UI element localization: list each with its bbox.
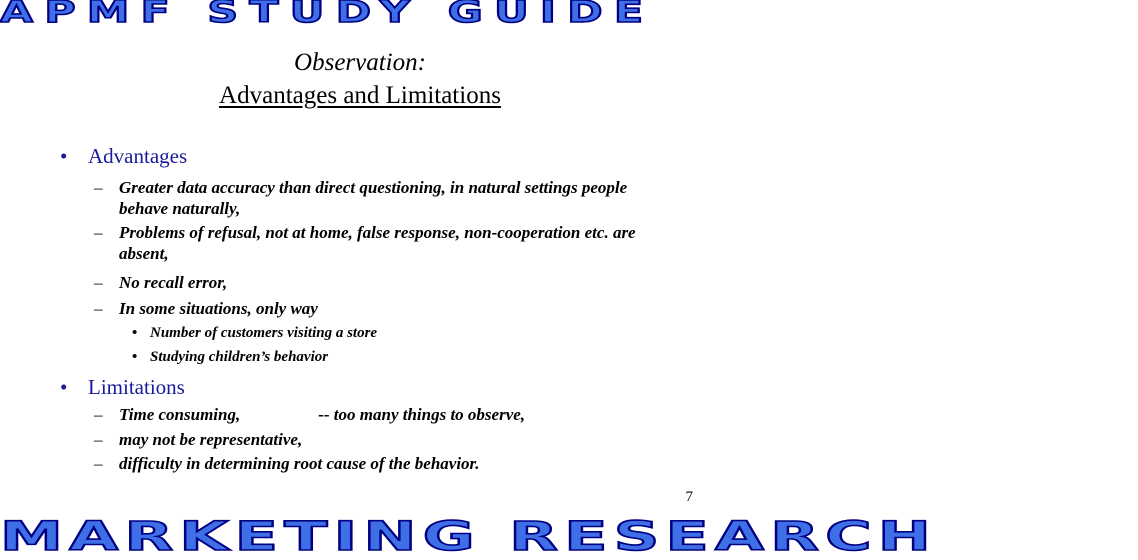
dash-marker: – bbox=[94, 223, 103, 242]
example-item bbox=[132, 323, 377, 343]
limitation-item-text-continued: -- too many things to observe, bbox=[318, 405, 526, 424]
advantages-heading bbox=[60, 144, 187, 169]
advantage-item bbox=[94, 272, 674, 293]
limitation-item bbox=[94, 453, 674, 474]
bullet-marker: • bbox=[60, 375, 68, 399]
advantage-item-text: Problems of refusal, not at home, false response, non-cooperation etc. are absent, bbox=[119, 223, 636, 263]
bullet-marker: • bbox=[132, 325, 138, 341]
limitation-item bbox=[94, 404, 674, 425]
limitations-heading bbox=[60, 375, 185, 400]
limitations-heading-text: Limitations bbox=[88, 375, 185, 399]
limitation-item bbox=[94, 429, 674, 450]
advantage-item-text: No recall error, bbox=[119, 273, 228, 292]
page-number: 7 bbox=[685, 489, 693, 505]
banner-bottom: MARKETING RESEARCH bbox=[0, 514, 938, 560]
advantage-item-text: Greater data accuracy than direct questioning, in natural settings people behave naturally, bbox=[119, 178, 628, 218]
advantage-item bbox=[94, 177, 674, 219]
limitation-item-text: difficulty in determining root cause of the behavior. bbox=[119, 454, 480, 473]
bullet-marker: • bbox=[132, 349, 138, 365]
dash-marker: – bbox=[94, 454, 103, 473]
title-line-2: Advantages and Limitations bbox=[219, 82, 501, 109]
advantages-heading-text: Advantages bbox=[88, 144, 188, 168]
dash-marker: – bbox=[94, 405, 103, 424]
advantage-item bbox=[94, 222, 674, 264]
limitation-item-text: may not be representative, bbox=[119, 430, 303, 449]
dash-marker: – bbox=[94, 299, 103, 318]
limitation-item-text: Time consuming, bbox=[119, 405, 241, 424]
advantage-item bbox=[94, 298, 674, 319]
example-item-text: Number of customers visiting a store bbox=[150, 325, 378, 341]
dash-marker: – bbox=[94, 178, 103, 197]
example-item-text: Studying children’s behavior bbox=[150, 349, 329, 365]
dash-marker: – bbox=[94, 273, 103, 292]
bullet-marker: • bbox=[60, 144, 68, 168]
banner-top: APMF STUDY GUIDE bbox=[0, 0, 655, 30]
title-line-1: Observation: bbox=[294, 49, 426, 76]
example-item bbox=[132, 347, 328, 367]
advantage-item-text: In some situations, only way bbox=[119, 299, 318, 318]
slide-title bbox=[0, 46, 720, 112]
dash-marker: – bbox=[94, 430, 103, 449]
